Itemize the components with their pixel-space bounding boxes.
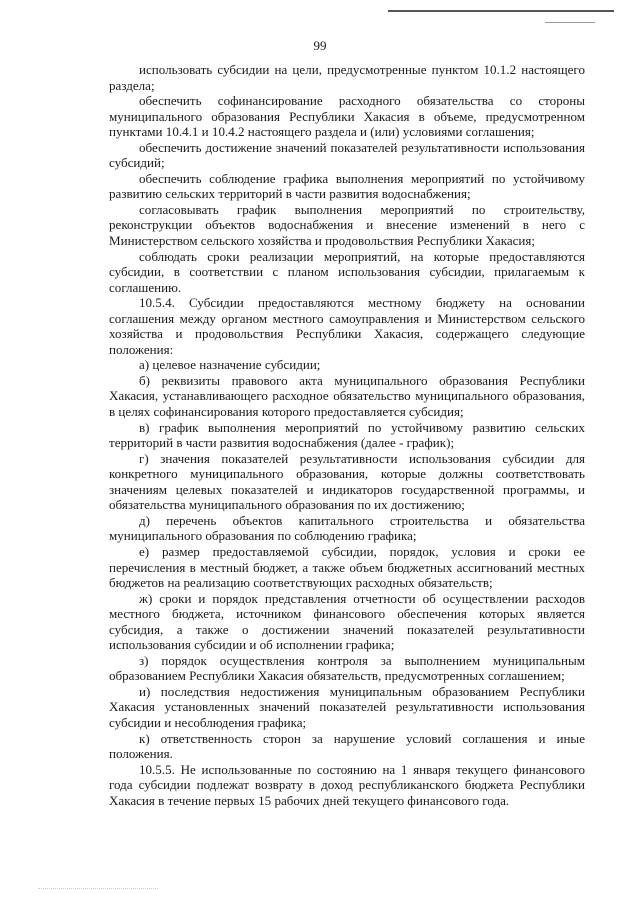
list-item: ж) сроки и порядок представления отчетности об осуществлении расходов местного бюджета, источником финансового обеспечения которых является субсидия, а также о достижении значений показателей результативности использования субсидии и об исполнении графика; [109, 590, 585, 653]
paragraph: обеспечить софинансирование расходного обязательства со стороны муниципального образования Республики Хакасия в объеме, предусмотренном пунктами 10.4.1 и 10.4.2 настоящего раздела и (или) условиями соглашения; [109, 93, 585, 140]
list-item: д) перечень объектов капитального строительства и обязательства муниципального образования по соблюдению графика; [109, 512, 585, 544]
header-rule-mark [545, 22, 595, 23]
scan-artifact [38, 888, 158, 895]
list-item: и) последствия недостижения муниципальным образованием Республики Хакасия установленных значений показателей результативности использования субсидии и несоблюдения графика; [109, 683, 585, 730]
paragraph: 10.5.4. Субсидии предоставляются местному бюджету на основании соглашения между органом местного самоуправления и Министерством сельского хозяйства и продовольствия Республики Хакасия, содержащего следующие положения: [109, 295, 585, 357]
paragraph: обеспечить достижение значений показателей результативности использования субсидий; [109, 139, 585, 171]
list-item: з) порядок осуществления контроля за выполнением муниципальным образованием Республики Хакасия обязательств, предусмотренных соглашением; [109, 652, 585, 684]
paragraph: соблюдать сроки реализации мероприятий, на которые предоставляются субсидии, в соответствии с планом использования субсидии, прилагаемым к соглашению. [109, 248, 585, 295]
list-item: а) целевое назначение субсидии; [139, 357, 321, 373]
header-rule [388, 10, 614, 12]
paragraph: 10.5.5. Не использованные по состоянию на 1 января текущего финансового года субсидии подлежат возврату в доход республиканского бюджета Республики Хакасия в течение первых 15 рабочих дней текущего финансового года. [109, 761, 585, 808]
paragraph: обеспечить соблюдение графика выполнения мероприятий по устойчивому развитию сельских территорий в части развития водоснабжения; [109, 170, 585, 202]
list-item: к) ответственность сторон за нарушение условий соглашения и иные положения. [109, 730, 585, 762]
list-item: б) реквизиты правового акта муниципального образования Республики Хакасия, устанавливающего расходное обязательство муниципального образования, в целях софинансирования которого предоставляется субсидия; [109, 372, 585, 420]
document-body [109, 62, 585, 808]
list-item: г) значения показателей результативности использования субсидии для конкретного муниципального образования, которые должны соответствовать значениям целевых показателей и индикаторов государственной программы, и обязательства муниципального образования по их достижению; [109, 450, 585, 513]
paragraph: использовать субсидии на цели, предусмотренные пунктом 10.1.2 настоящего раздела; [109, 62, 585, 93]
page-number: 99 [313, 38, 327, 53]
list-item: е) размер предоставляемой субсидии, порядок, условия и сроки ее перечисления в местный бюджет, а также объем бюджетных ассигнований местных бюджетов на реализацию соответствующих расходных обязательств; [109, 543, 585, 591]
paragraph: согласовывать график выполнения мероприятий по строительству, реконструкции объектов водоснабжения и внесение изменений в него с Министерством сельского хозяйства и продовольствия Республики Хакасия; [109, 201, 585, 249]
list-item: в) график выполнения мероприятий по устойчивому развитию сельских территорий в части развития водоснабжения (далее - график); [109, 419, 585, 451]
